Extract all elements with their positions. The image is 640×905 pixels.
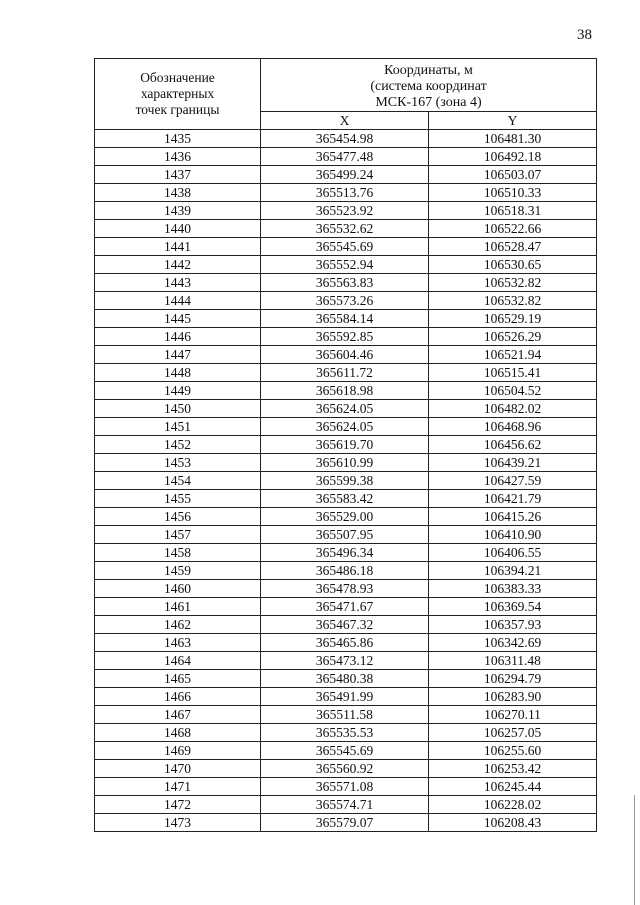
x-coordinate-cell: 365604.46: [261, 346, 429, 364]
y-coordinate-cell: 106311.48: [429, 652, 597, 670]
point-id-cell: 1448: [95, 364, 261, 382]
table-row: [95, 202, 597, 220]
y-coordinate-cell: 106518.31: [429, 202, 597, 220]
point-id-cell: 1471: [95, 778, 261, 796]
x-coordinate-cell: 365583.42: [261, 490, 429, 508]
table-row: [95, 328, 597, 346]
y-coordinate-cell: 106208.43: [429, 814, 597, 832]
table-row: [95, 454, 597, 472]
table-row: [95, 634, 597, 652]
y-coordinate-cell: 106410.90: [429, 526, 597, 544]
y-coordinate-cell: 106294.79: [429, 670, 597, 688]
y-coordinate-cell: 106228.02: [429, 796, 597, 814]
coordinates-header: [261, 59, 597, 112]
point-id-cell: 1445: [95, 310, 261, 328]
point-id-cell: 1469: [95, 742, 261, 760]
x-coordinate-cell: 365574.71: [261, 796, 429, 814]
table-row: [95, 490, 597, 508]
point-id-cell: 1460: [95, 580, 261, 598]
header-line: точек границы: [135, 102, 220, 117]
table-row: [95, 724, 597, 742]
table-row: [95, 256, 597, 274]
header-line: Координаты, м: [384, 63, 473, 78]
y-coordinate-cell: 106482.02: [429, 400, 597, 418]
x-coordinate-cell: 365535.53: [261, 724, 429, 742]
y-coordinate-cell: 106421.79: [429, 490, 597, 508]
point-id-cell: 1456: [95, 508, 261, 526]
table-row: [95, 472, 597, 490]
y-coordinate-cell: 106369.54: [429, 598, 597, 616]
y-coordinate-cell: 106342.69: [429, 634, 597, 652]
x-coordinate-cell: 365465.86: [261, 634, 429, 652]
point-id-cell: 1452: [95, 436, 261, 454]
point-id-cell: 1466: [95, 688, 261, 706]
point-id-cell: 1442: [95, 256, 261, 274]
table-body: [95, 130, 597, 832]
table-row: [95, 544, 597, 562]
x-coordinate-cell: 365511.58: [261, 706, 429, 724]
y-coordinate-cell: 106526.29: [429, 328, 597, 346]
y-coordinate-cell: 106481.30: [429, 130, 597, 148]
table-row: [95, 508, 597, 526]
x-coordinate-cell: 365499.24: [261, 166, 429, 184]
point-id-cell: 1467: [95, 706, 261, 724]
point-id-cell: 1449: [95, 382, 261, 400]
table-row: [95, 778, 597, 796]
x-column-header: X: [261, 112, 429, 130]
table-row: [95, 364, 597, 382]
header-line: Обозначение: [140, 70, 215, 85]
x-coordinate-cell: 365486.18: [261, 562, 429, 580]
table-row: [95, 688, 597, 706]
x-coordinate-cell: 365529.00: [261, 508, 429, 526]
x-coordinate-cell: 365579.07: [261, 814, 429, 832]
coordinates-table: [94, 58, 597, 832]
table-row: [95, 760, 597, 778]
point-id-cell: 1435: [95, 130, 261, 148]
x-coordinate-cell: 365513.76: [261, 184, 429, 202]
table-row: [95, 670, 597, 688]
table-row: [95, 238, 597, 256]
point-id-cell: 1470: [95, 760, 261, 778]
table-row: [95, 166, 597, 184]
x-coordinate-cell: 365496.34: [261, 544, 429, 562]
x-coordinate-cell: 365545.69: [261, 238, 429, 256]
table-row: [95, 796, 597, 814]
point-id-cell: 1453: [95, 454, 261, 472]
point-label-header: [95, 59, 261, 130]
y-coordinate-cell: 106504.52: [429, 382, 597, 400]
y-coordinate-cell: 106406.55: [429, 544, 597, 562]
x-coordinate-cell: 365592.85: [261, 328, 429, 346]
table-row: [95, 598, 597, 616]
y-coordinate-cell: 106357.93: [429, 616, 597, 634]
table-row: [95, 400, 597, 418]
point-id-cell: 1473: [95, 814, 261, 832]
table-row: [95, 562, 597, 580]
point-id-cell: 1472: [95, 796, 261, 814]
point-id-cell: 1458: [95, 544, 261, 562]
y-coordinate-cell: 106394.21: [429, 562, 597, 580]
header-line: МСК-167 (зона 4): [375, 95, 482, 110]
point-id-cell: 1459: [95, 562, 261, 580]
point-id-cell: 1454: [95, 472, 261, 490]
x-coordinate-cell: 365480.38: [261, 670, 429, 688]
x-coordinate-cell: 365552.94: [261, 256, 429, 274]
x-coordinate-cell: 365491.99: [261, 688, 429, 706]
y-coordinate-cell: 106528.47: [429, 238, 597, 256]
point-id-cell: 1440: [95, 220, 261, 238]
table-row: [95, 382, 597, 400]
y-coordinate-cell: 106530.65: [429, 256, 597, 274]
x-coordinate-cell: 365473.12: [261, 652, 429, 670]
point-id-cell: 1464: [95, 652, 261, 670]
x-coordinate-cell: 365618.98: [261, 382, 429, 400]
y-coordinate-cell: 106521.94: [429, 346, 597, 364]
y-column-header: Y: [429, 112, 597, 130]
y-coordinate-cell: 106255.60: [429, 742, 597, 760]
table-row: [95, 616, 597, 634]
point-id-cell: 1436: [95, 148, 261, 166]
table-row: [95, 652, 597, 670]
x-coordinate-cell: 365471.67: [261, 598, 429, 616]
table-row: [95, 814, 597, 832]
header-line: (система координат: [370, 79, 487, 94]
point-id-cell: 1443: [95, 274, 261, 292]
point-id-cell: 1446: [95, 328, 261, 346]
point-id-cell: 1444: [95, 292, 261, 310]
y-coordinate-cell: 106257.05: [429, 724, 597, 742]
table-row: [95, 580, 597, 598]
y-coordinate-cell: 106515.41: [429, 364, 597, 382]
table-row: [95, 292, 597, 310]
x-coordinate-cell: 365545.69: [261, 742, 429, 760]
table-row: [95, 418, 597, 436]
point-id-cell: 1439: [95, 202, 261, 220]
point-id-cell: 1465: [95, 670, 261, 688]
y-coordinate-cell: 106245.44: [429, 778, 597, 796]
y-coordinate-cell: 106522.66: [429, 220, 597, 238]
table-row: [95, 742, 597, 760]
table-row: [95, 436, 597, 454]
y-coordinate-cell: 106456.62: [429, 436, 597, 454]
x-coordinate-cell: 365454.98: [261, 130, 429, 148]
y-coordinate-cell: 106439.21: [429, 454, 597, 472]
y-coordinate-cell: 106510.33: [429, 184, 597, 202]
x-coordinate-cell: 365611.72: [261, 364, 429, 382]
x-coordinate-cell: 365560.92: [261, 760, 429, 778]
point-id-cell: 1461: [95, 598, 261, 616]
table-row: [95, 346, 597, 364]
point-id-cell: 1447: [95, 346, 261, 364]
y-coordinate-cell: 106253.42: [429, 760, 597, 778]
point-id-cell: 1457: [95, 526, 261, 544]
y-coordinate-cell: 106383.33: [429, 580, 597, 598]
y-coordinate-cell: 106503.07: [429, 166, 597, 184]
point-id-cell: 1455: [95, 490, 261, 508]
table-row: [95, 526, 597, 544]
y-coordinate-cell: 106270.11: [429, 706, 597, 724]
y-coordinate-cell: 106415.26: [429, 508, 597, 526]
y-coordinate-cell: 106468.96: [429, 418, 597, 436]
x-coordinate-cell: 365584.14: [261, 310, 429, 328]
table-row: [95, 220, 597, 238]
x-coordinate-cell: 365477.48: [261, 148, 429, 166]
table-row: [95, 184, 597, 202]
x-coordinate-cell: 365599.38: [261, 472, 429, 490]
point-id-cell: 1437: [95, 166, 261, 184]
y-coordinate-cell: 106492.18: [429, 148, 597, 166]
y-coordinate-cell: 106532.82: [429, 274, 597, 292]
point-id-cell: 1441: [95, 238, 261, 256]
x-coordinate-cell: 365624.05: [261, 400, 429, 418]
table-row: [95, 706, 597, 724]
y-coordinate-cell: 106427.59: [429, 472, 597, 490]
point-id-cell: 1450: [95, 400, 261, 418]
x-coordinate-cell: 365563.83: [261, 274, 429, 292]
x-coordinate-cell: 365619.70: [261, 436, 429, 454]
y-coordinate-cell: 106532.82: [429, 292, 597, 310]
y-coordinate-cell: 106529.19: [429, 310, 597, 328]
point-id-cell: 1438: [95, 184, 261, 202]
page-number: 38: [577, 27, 592, 43]
table-row: [95, 274, 597, 292]
x-coordinate-cell: 365523.92: [261, 202, 429, 220]
table-row: [95, 148, 597, 166]
header-line: характерных: [140, 86, 215, 101]
point-id-cell: 1451: [95, 418, 261, 436]
x-coordinate-cell: 365478.93: [261, 580, 429, 598]
y-coordinate-cell: 106283.90: [429, 688, 597, 706]
x-coordinate-cell: 365507.95: [261, 526, 429, 544]
x-coordinate-cell: 365624.05: [261, 418, 429, 436]
point-id-cell: 1468: [95, 724, 261, 742]
point-id-cell: 1462: [95, 616, 261, 634]
x-coordinate-cell: 365573.26: [261, 292, 429, 310]
x-coordinate-cell: 365467.32: [261, 616, 429, 634]
point-id-cell: 1463: [95, 634, 261, 652]
x-coordinate-cell: 365532.62: [261, 220, 429, 238]
table-row: [95, 310, 597, 328]
scan-edge-line: [634, 795, 635, 905]
table-row: [95, 130, 597, 148]
x-coordinate-cell: 365571.08: [261, 778, 429, 796]
x-coordinate-cell: 365610.99: [261, 454, 429, 472]
